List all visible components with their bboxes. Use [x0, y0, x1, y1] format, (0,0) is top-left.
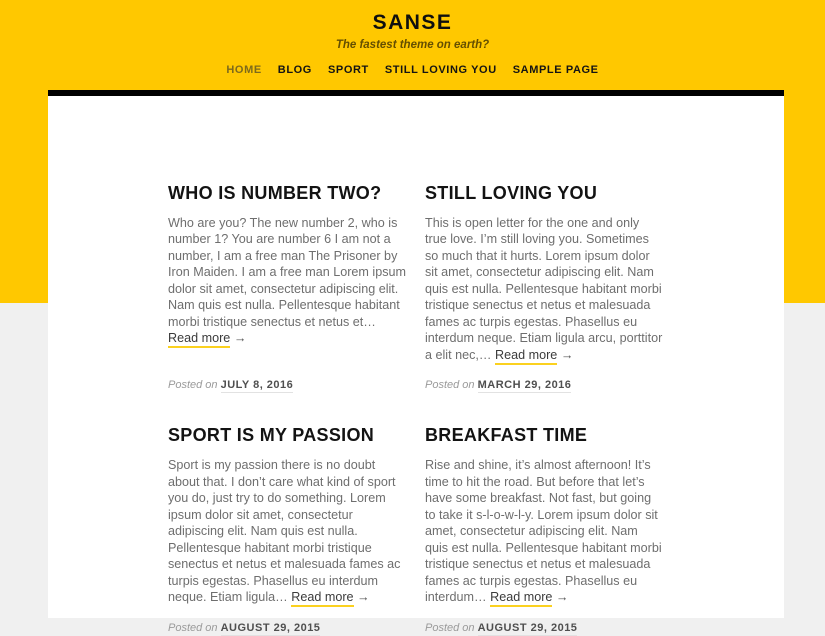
read-more-link[interactable] — [168, 331, 246, 348]
nav-item-home[interactable]: HOME — [226, 64, 262, 76]
post-excerpt — [425, 215, 664, 364]
posted-on-label: Posted on — [425, 621, 475, 634]
post-excerpt — [168, 457, 407, 606]
post-title-link[interactable]: WHO IS NUMBER TWO? — [168, 183, 382, 203]
nav-item-still-loving-you[interactable]: STILL LOVING YOU — [384, 64, 497, 76]
excerpt-text: Who are you? The new number 2, who is number 1? You are number 6 I am not a number, I am a free man The Prisoner by Iron Maiden. I am a free man Lorem ipsum dolor sit amet, consectetur adipiscing elit. Nam quis est nulla. Pellentesque habitant morbi tristique senectus et netus et… — [168, 215, 406, 329]
posted-on-label: Posted on — [168, 621, 218, 634]
excerpt-text: This is open letter for the one and only true love. I’m still loving you. Sometimes so much that it hurts. Lorem ipsum dolor sit amet, consectetur adipiscing elit. Nam quis est nulla. Pellentesque habitant morbi tristique senectus et netus et malesuada fames ac turpis egestas. Phasellus eu interdum neque. Etiam ligula arcu, porttitor a elit nec,… — [425, 215, 663, 362]
post-title — [425, 184, 664, 204]
read-more-link[interactable] — [490, 590, 568, 607]
post-sport-is-my-passion — [168, 426, 407, 633]
site-tagline: The fastest theme on earth? — [335, 39, 490, 51]
arrow-right-icon: → — [357, 590, 370, 605]
post-title — [168, 184, 407, 204]
post-still-loving-you — [425, 184, 664, 391]
excerpt-text: Sport is my passion there is no doubt about that. I don’t care what kind of sport you do, just try to do something. Lorem ipsum dolor sit amet, consectetur adipiscing elit. Nam quis est nulla. Pellentesque habitant morbi tristique senectus et netus et malesuada fames ac turpis egestas. Phasellus eu interdum neque. Etiam ligula… — [168, 458, 401, 605]
post-title — [425, 426, 664, 446]
post-title-link[interactable]: SPORT IS MY PASSION — [168, 425, 375, 446]
post-meta — [168, 606, 407, 634]
post-date-link[interactable]: AUGUST 29, 2015 — [220, 621, 321, 634]
arrow-right-icon: → — [560, 347, 574, 362]
main-nav — [0, 64, 825, 76]
post-excerpt — [425, 457, 664, 606]
read-more-text: Read more — [495, 348, 557, 365]
post-excerpt — [168, 215, 407, 347]
post-date-link[interactable]: AUGUST 29, 2015 — [477, 621, 578, 634]
post-title — [168, 426, 407, 446]
content-area — [48, 90, 784, 634]
post-meta — [168, 363, 407, 391]
post-date-link[interactable]: MARCH 29, 2016 — [477, 379, 572, 392]
excerpt-text: Rise and shine, it’s almost afternoon! It’s time to hit the road. But before that let’s have some breakfast. Not fast, but going to take it s-l-o-w-l-y. Lorem ipsum dolor sit amet, consectetur adipiscing elit. Nam quis est nulla. Pellentesque habitant morbi tristique senectus et netus et malesuada fames ac turpis egestas. Phasellus eu interdum… — [425, 458, 662, 605]
post-title-link[interactable]: BREAKFAST TIME — [425, 425, 588, 446]
read-more-link[interactable] — [495, 348, 573, 365]
site-header — [0, 0, 825, 90]
posted-on-label: Posted on — [425, 379, 475, 392]
post-title-link[interactable]: STILL LOVING YOU — [425, 183, 598, 203]
arrow-right-icon: → — [555, 590, 569, 605]
nav-item-sample-page[interactable]: SAMPLE PAGE — [512, 64, 599, 76]
posted-on-label: Posted on — [168, 379, 218, 392]
read-more-text: Read more — [291, 590, 353, 607]
read-more-link[interactable] — [291, 590, 369, 607]
nav-item-sport[interactable]: SPORT — [327, 64, 369, 76]
post-meta — [425, 363, 664, 391]
posts-grid — [168, 184, 664, 634]
arrow-right-icon: → — [233, 331, 247, 346]
read-more-text: Read more — [168, 331, 230, 348]
post-breakfast-time — [425, 426, 664, 633]
read-more-text: Read more — [490, 590, 552, 607]
post-who-is-number-two — [168, 184, 407, 391]
site-title-link[interactable]: SANSE — [372, 11, 453, 34]
post-meta — [425, 606, 664, 634]
post-date-link[interactable]: JULY 8, 2016 — [220, 379, 294, 392]
nav-item-blog[interactable]: BLOG — [277, 64, 312, 76]
